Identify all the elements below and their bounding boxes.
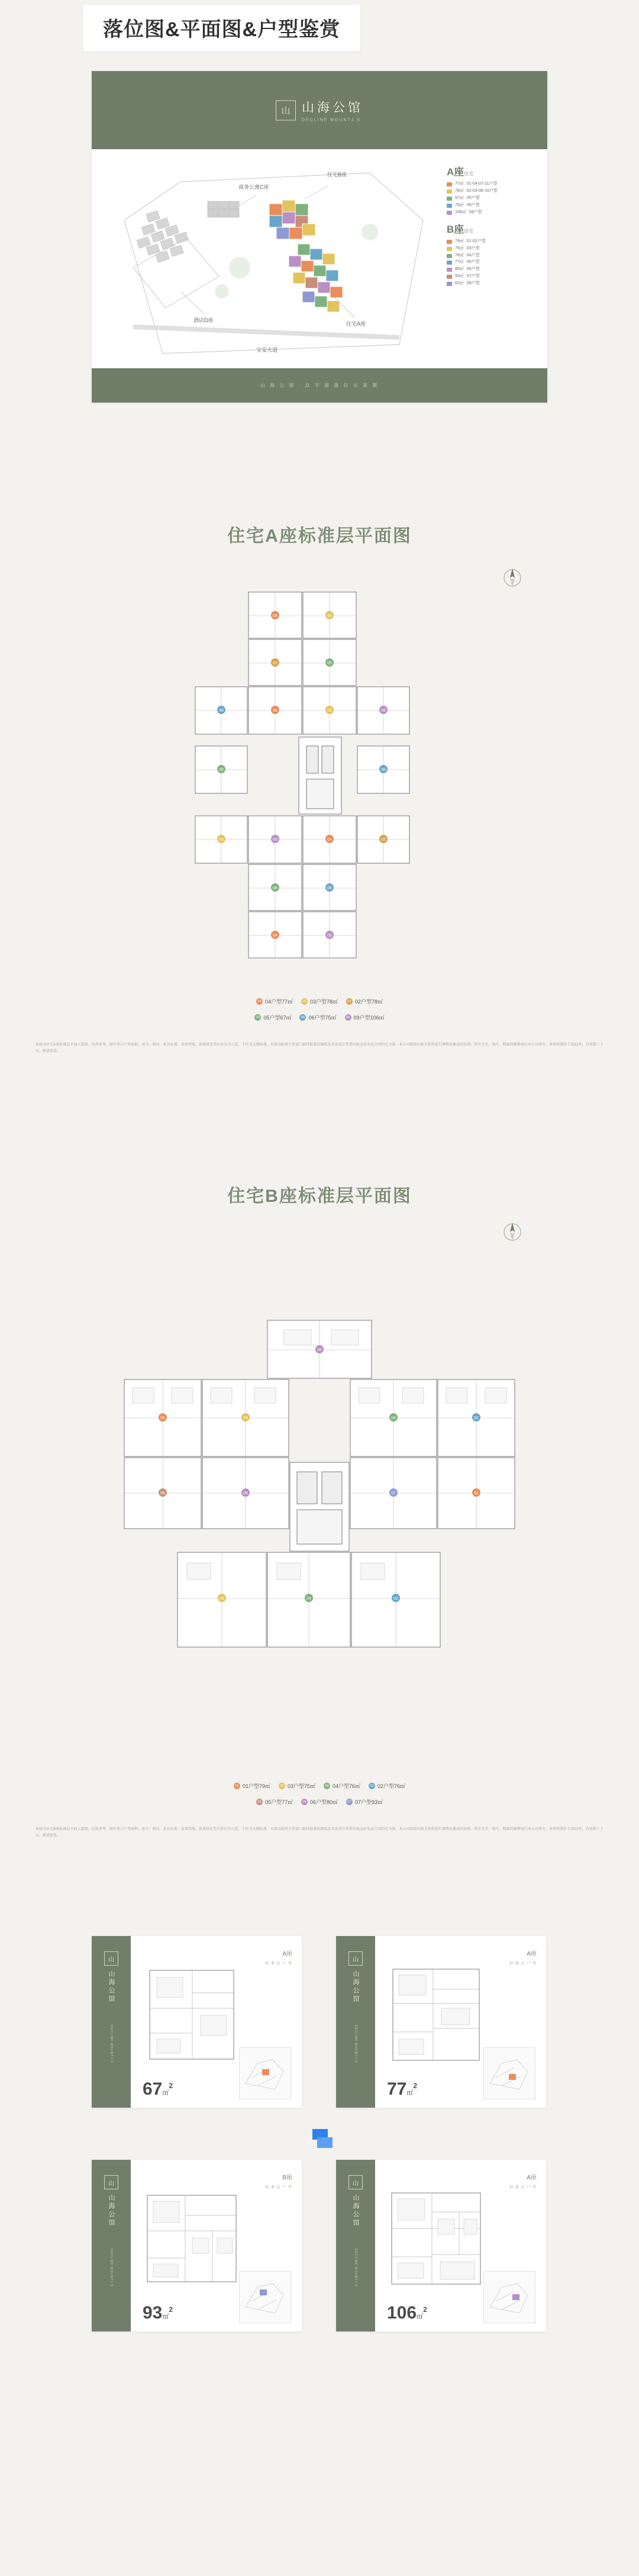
unit-tower-badge bbox=[265, 2168, 292, 2189]
svg-text:03: 03 bbox=[327, 614, 332, 618]
unit-plan-drawing-93 bbox=[141, 2186, 242, 2291]
svg-text:06: 06 bbox=[243, 1491, 248, 1496]
legend-code: 67㎡ bbox=[455, 196, 464, 201]
legend-desc: 04户型 bbox=[466, 253, 480, 258]
brand-mark-icon: 山 bbox=[104, 1951, 118, 1966]
site-label: 住宅A座 bbox=[346, 321, 366, 327]
unit-area-number: 93 bbox=[143, 2303, 163, 2323]
legend-row bbox=[447, 266, 535, 273]
unit-area-unit: ㎡ bbox=[162, 2089, 169, 2096]
svg-text:06: 06 bbox=[381, 768, 386, 772]
unit-tower-suffix: 座 bbox=[531, 1951, 537, 1957]
unit-tower-sub: 标 准 层 户 型 bbox=[509, 1962, 537, 1966]
legend-group-note: 住宅 bbox=[464, 228, 474, 234]
page-title: 落位图&平面图&户型鉴赏 bbox=[103, 18, 341, 41]
legend-swatch bbox=[447, 247, 452, 251]
compass-north-icon-b bbox=[500, 1220, 525, 1244]
unit-area-value bbox=[387, 2304, 427, 2322]
legend-code: 79㎡ bbox=[455, 239, 464, 243]
unit-card-sidebar bbox=[336, 1936, 375, 2108]
legend-code: 62㎡ bbox=[455, 281, 464, 285]
brand-name-cn: 山海公馆 bbox=[302, 101, 363, 115]
section-a-heading: 住宅A座标准层平面图 bbox=[227, 526, 412, 546]
unit-area-value bbox=[143, 2304, 173, 2322]
legend-row bbox=[447, 202, 535, 209]
legend-row bbox=[447, 259, 535, 266]
site-label: 宝安大道 bbox=[256, 347, 278, 353]
unit-tower-badge bbox=[265, 1944, 292, 1966]
legend-desc: 01-02户型 bbox=[466, 239, 486, 243]
site-label: 住宅B座 bbox=[327, 172, 347, 178]
legend-chip bbox=[369, 1782, 405, 1790]
legend-chip-label: 06户型80㎡ bbox=[309, 1799, 338, 1805]
unit-brand-name: 山海公馆 bbox=[108, 1970, 115, 2003]
legend-swatch bbox=[447, 197, 452, 201]
unit-tower-letter: A bbox=[527, 2175, 531, 2181]
unit-area-sup: 2 bbox=[423, 2305, 427, 2314]
unit-plan-drawing-106 bbox=[386, 2186, 486, 2291]
legend-row bbox=[447, 210, 535, 216]
legend-swatch bbox=[447, 204, 452, 208]
unit-location-thumb-93 bbox=[239, 2271, 291, 2323]
unit-card-106[interactable] bbox=[336, 2160, 546, 2331]
svg-text:06: 06 bbox=[327, 886, 332, 890]
floor-plan-b-legend bbox=[0, 1782, 639, 1790]
legend-desc: 07户型 bbox=[466, 274, 480, 279]
svg-text:02: 02 bbox=[474, 1416, 479, 1420]
legend-row bbox=[447, 239, 535, 245]
legend-code: 93㎡ bbox=[455, 274, 464, 279]
svg-text:09: 09 bbox=[327, 934, 332, 938]
floor-plan-b-legend-row2 bbox=[0, 1798, 639, 1806]
legend-chip bbox=[254, 1014, 291, 1021]
legend-chip-label: 02户型78㎡ bbox=[355, 999, 383, 1005]
unit-brand-name: 山海公馆 bbox=[352, 2194, 359, 2227]
floor-plan-tower-a bbox=[0, 568, 639, 983]
brand-mark-icon: 山 bbox=[348, 1951, 363, 1966]
legend-desc: 06户型 bbox=[466, 267, 480, 272]
legend-swatch bbox=[447, 282, 452, 286]
svg-text:05: 05 bbox=[219, 768, 224, 772]
unit-tower-suffix: 座 bbox=[286, 2175, 292, 2181]
unit-tower-sub: 标 准 层 户 型 bbox=[265, 2186, 292, 2189]
legend-group-title bbox=[447, 222, 535, 237]
unit-location-thumb-106 bbox=[483, 2271, 535, 2323]
legend-chip bbox=[256, 998, 293, 1005]
svg-text:02: 02 bbox=[273, 661, 277, 665]
unit-card-sidebar bbox=[92, 1936, 131, 2108]
legend-chip-dot: 05 bbox=[256, 1799, 263, 1805]
unit-tower-suffix: 座 bbox=[286, 1951, 292, 1957]
unit-area-value bbox=[387, 2080, 417, 2098]
legend-group-name: B座 bbox=[447, 223, 464, 235]
brand-mark-icon: 山 bbox=[276, 100, 296, 120]
svg-text:05: 05 bbox=[160, 1491, 165, 1496]
unit-area-sup: 2 bbox=[169, 2082, 173, 2090]
unit-brand-name: 山海公馆 bbox=[352, 1970, 359, 2003]
unit-tower-sub: 标 准 层 户 型 bbox=[509, 2186, 537, 2189]
site-plan-footer bbox=[92, 368, 547, 403]
legend-code: 76㎡ bbox=[455, 253, 464, 258]
legend-chip-label: 02户型76㎡ bbox=[377, 1783, 406, 1789]
blue-marker-secondary bbox=[317, 2137, 333, 2148]
svg-text:04: 04 bbox=[273, 934, 277, 938]
legend-chip-dot: 04 bbox=[324, 1783, 330, 1789]
unit-card-67[interactable] bbox=[92, 1936, 302, 2108]
unit-tower-suffix: 座 bbox=[531, 2175, 537, 2181]
site-plan-card bbox=[92, 71, 547, 403]
legend-chip bbox=[346, 998, 383, 1005]
unit-tower-sub: 标 准 层 户 型 bbox=[265, 1962, 292, 1966]
unit-plan-drawing-77 bbox=[386, 1962, 486, 2067]
site-plan-footer-text: 山 海 公 馆 · 总 平 面 落 位 示 意 图 bbox=[260, 382, 379, 388]
legend-chip bbox=[345, 1014, 385, 1021]
legend-desc: 08户型 bbox=[466, 281, 480, 285]
site-plan-legend bbox=[447, 165, 535, 288]
legend-row bbox=[447, 246, 535, 252]
unit-area-number: 67 bbox=[143, 2079, 163, 2099]
page-title-banner bbox=[83, 5, 360, 52]
legend-desc: 03户型 bbox=[466, 246, 480, 250]
legend-row bbox=[447, 281, 535, 287]
legend-chip-label: 09户型106㎡ bbox=[353, 1015, 385, 1021]
legend-code: 80㎡ bbox=[455, 267, 464, 272]
legend-row bbox=[447, 253, 535, 259]
legend-swatch bbox=[447, 240, 452, 244]
unit-tower-badge bbox=[509, 2168, 537, 2189]
unit-brand-name: 山海公馆 bbox=[108, 2194, 115, 2227]
legend-swatch bbox=[447, 254, 452, 258]
legend-chip-label: 05户型77㎡ bbox=[264, 1799, 293, 1805]
brand-name-en: DECLINE MOUNTJ.S bbox=[302, 118, 362, 123]
legend-group-title bbox=[447, 165, 535, 180]
unit-brand-en: DECLINE MOUNTJ.S bbox=[354, 2025, 357, 2063]
legend-desc: 09户型 bbox=[469, 210, 482, 214]
legend-chip-dot: 07 bbox=[346, 1799, 353, 1805]
legend-chip bbox=[346, 1798, 383, 1806]
unit-card-93[interactable] bbox=[92, 2160, 302, 2331]
svg-text:01: 01 bbox=[160, 1416, 165, 1420]
legend-chip-dot: 05 bbox=[254, 1014, 261, 1021]
unit-card-sidebar bbox=[92, 2160, 131, 2331]
unit-brand-en: DECLINE MOUNTJ.S bbox=[354, 2249, 357, 2287]
site-plan-diagram bbox=[92, 149, 547, 368]
legend-code: 75㎡ bbox=[455, 202, 464, 207]
legend-code: 75㎡ bbox=[455, 246, 464, 250]
site-label: 酒店D座 bbox=[193, 317, 214, 323]
svg-text:04: 04 bbox=[273, 709, 277, 713]
legend-chip-label: 04户型77㎡ bbox=[264, 999, 293, 1005]
svg-text:04: 04 bbox=[327, 838, 332, 842]
legend-desc: 05户型 bbox=[466, 260, 480, 265]
legend-chip-label: 07户型93㎡ bbox=[355, 1799, 383, 1805]
legend-chip bbox=[234, 1782, 270, 1790]
legend-chip-dot: 09 bbox=[345, 1014, 351, 1021]
svg-text:01: 01 bbox=[474, 1491, 479, 1496]
svg-text:06: 06 bbox=[219, 709, 224, 713]
legend-chip bbox=[256, 1798, 293, 1806]
floor-plan-tower-b bbox=[0, 1285, 639, 1758]
legend-chip-label: 03户型75㎡ bbox=[287, 1783, 315, 1789]
legend-chip-dot: 01 bbox=[234, 1783, 240, 1789]
unit-tower-letter: A bbox=[282, 1951, 286, 1957]
legend-chip-dot: 02 bbox=[346, 998, 353, 1005]
legend-row bbox=[447, 188, 535, 195]
floor-plan-a-legend-row2 bbox=[0, 1014, 639, 1021]
legend-chip-dot: 06 bbox=[301, 1799, 308, 1805]
legend-row bbox=[447, 195, 535, 202]
brand-mark-icon: 山 bbox=[348, 2175, 363, 2189]
unit-location-thumb-77 bbox=[483, 2047, 535, 2099]
svg-text:06: 06 bbox=[317, 1348, 322, 1352]
site-label: 商务公寓C座 bbox=[238, 184, 269, 190]
unit-area-unit: ㎡ bbox=[162, 2313, 169, 2320]
svg-text:02: 02 bbox=[381, 838, 386, 842]
unit-brand-en: DECLINE MOUNTJ.S bbox=[109, 2025, 113, 2063]
svg-text:04: 04 bbox=[306, 1597, 311, 1601]
legend-row bbox=[447, 181, 535, 188]
legend-chip-label: 03户型78㎡ bbox=[309, 999, 338, 1005]
legend-chip-label: 01户型79㎡ bbox=[242, 1783, 270, 1789]
unit-area-sup: 2 bbox=[413, 2082, 418, 2090]
legend-code: 106㎡ bbox=[455, 210, 466, 214]
legend-chip bbox=[279, 1782, 315, 1790]
legend-chip bbox=[299, 1014, 336, 1021]
legend-chip-dot: 04 bbox=[256, 998, 263, 1005]
svg-text:05: 05 bbox=[273, 886, 277, 890]
legend-swatch bbox=[447, 182, 452, 186]
unit-tower-badge bbox=[509, 1944, 537, 1966]
svg-text:03: 03 bbox=[219, 838, 224, 842]
legend-chip-label: 05户型67㎡ bbox=[263, 1015, 292, 1021]
svg-text:03: 03 bbox=[220, 1597, 224, 1601]
legend-group-note: 住宅 bbox=[464, 171, 474, 176]
legend-group-name: A座 bbox=[447, 166, 464, 178]
legend-desc: 06户型 bbox=[466, 202, 480, 207]
unit-card-77[interactable] bbox=[336, 1936, 546, 2108]
svg-text:07: 07 bbox=[391, 1491, 396, 1496]
floor-plan-b-disclaimer: 本图为住宅B座标准层平面示意图，仅供参考。图中所示户型面积、房号、朝向、家具布置、设备管线、景观绿化等内容仅为示意，不作为交楼标准，具体以政府主管部门最终批准的图纸及买卖双方签署的商品房买卖合同约定为准。本公司保留对相关资料进行调整及修改的权利。所有文字、图片、数据的解释权归本公司所有，本资料制作于2021年，有效期三十天，敬请留意。 bbox=[36, 1828, 604, 1838]
section-b-heading: 住宅B座标准层平面图 bbox=[227, 1186, 412, 1206]
legend-chip bbox=[301, 998, 338, 1005]
legend-row bbox=[447, 274, 535, 280]
brand-logo bbox=[276, 98, 363, 123]
legend-chip bbox=[301, 1798, 338, 1806]
legend-chip-label: 04户型76㎡ bbox=[333, 1783, 361, 1789]
floor-plan-b-drawing bbox=[106, 1285, 532, 1752]
legend-desc: 01-04-07-11户型 bbox=[466, 182, 498, 186]
legend-code: 77㎡ bbox=[455, 182, 464, 186]
legend-desc: 05户型 bbox=[466, 196, 480, 201]
svg-text:03: 03 bbox=[243, 1416, 248, 1420]
legend-swatch bbox=[447, 261, 452, 265]
floor-plan-a-disclaimer: 本图为住宅A座标准层平面示意图，仅供参考。图中所示户型面积、房号、朝向、家具布置、设备管线、景观绿化等内容仅为示意，不作为交楼标准，具体以政府主管部门最终批准的图纸及买卖双方签署的商品房买卖合同约定为准。本公司保留对相关资料进行调整及修改的权利。所有文字、图片、数据的解释权归本公司所有，本资料制作于2021年，有效期三十天，敬请留意。 bbox=[36, 1043, 604, 1054]
svg-text:05: 05 bbox=[327, 661, 332, 665]
unit-card-sidebar bbox=[336, 2160, 375, 2331]
floor-plan-a-drawing bbox=[160, 568, 479, 977]
legend-chip-dot: 03 bbox=[279, 1783, 285, 1789]
legend-desc: 02-03-08-10户型 bbox=[466, 189, 498, 194]
legend-swatch bbox=[447, 268, 452, 272]
svg-text:09: 09 bbox=[381, 709, 386, 713]
unit-tower-letter: B bbox=[282, 2175, 286, 2181]
brand-mark-icon: 山 bbox=[104, 2175, 118, 2189]
legend-chip-label: 06户型75㎡ bbox=[308, 1015, 337, 1021]
unit-location-thumb-67 bbox=[239, 2047, 291, 2099]
svg-text:02: 02 bbox=[393, 1597, 398, 1601]
legend-swatch bbox=[447, 275, 452, 279]
unit-plan-drawing-67 bbox=[141, 1962, 242, 2067]
unit-area-unit: ㎡ bbox=[417, 2313, 424, 2320]
legend-chip-dot: 02 bbox=[369, 1783, 375, 1789]
svg-text:04: 04 bbox=[391, 1416, 396, 1420]
unit-area-value bbox=[143, 2080, 173, 2098]
legend-chip bbox=[324, 1782, 360, 1790]
floor-plan-a-legend bbox=[0, 998, 639, 1005]
svg-text:09: 09 bbox=[273, 838, 277, 842]
legend-chip-dot: 06 bbox=[299, 1014, 306, 1021]
legend-swatch bbox=[447, 211, 452, 215]
unit-area-sup: 2 bbox=[169, 2305, 173, 2314]
legend-chip-dot: 03 bbox=[301, 998, 308, 1005]
brand-header bbox=[92, 71, 547, 149]
unit-brand-en: DECLINE MOUNTJ.S bbox=[109, 2249, 113, 2287]
legend-swatch bbox=[447, 189, 452, 194]
svg-text:04: 04 bbox=[273, 614, 277, 618]
unit-tower-letter: A bbox=[527, 1951, 531, 1957]
unit-area-unit: ㎡ bbox=[406, 2089, 414, 2096]
svg-text:03: 03 bbox=[327, 709, 332, 713]
legend-code: 78㎡ bbox=[455, 189, 464, 194]
legend-code: 77㎡ bbox=[455, 260, 464, 265]
unit-area-number: 77 bbox=[387, 2079, 407, 2099]
unit-area-number: 106 bbox=[387, 2303, 417, 2323]
